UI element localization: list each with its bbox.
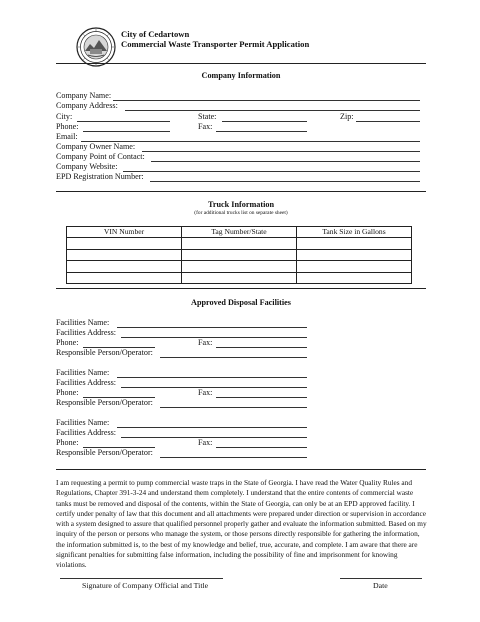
date-label: Date (373, 581, 388, 590)
facility-address-label: Facilities Address: (56, 328, 117, 337)
table-row (67, 238, 412, 249)
company-website-field[interactable] (123, 171, 420, 172)
signature-field[interactable] (60, 578, 223, 579)
city-seal-icon (76, 27, 116, 67)
certification-statement: I am requesting a permit to pump commercial waste traps in the State of Georgia. I have read the Water Quality Rules and Regulations, Chapter 391-3-24 and understand them completely. I understand that the entire contents of commercial waste tanks must be removed and disposal of the contents, within the State of Georgia, can only be at an EPD approved facility. I certify under penalty of law that this document and all attachments were prepared under direction or supervision in accordance with a system designed to assure that qualified personnel properly gather and evaluate the information submitted. Based on my inquiry of the person or persons who manage the system, or those persons directly responsible for gathering the information, the information submitted is, to the best of my knowledge and belief, true, accurate, and complete. I am aware that there are significant penalties for submitting false information, including the possibility of fine and imprisonment for knowing violations. (56, 478, 427, 570)
facility-name-field[interactable] (117, 377, 307, 378)
facility-fax-field[interactable] (216, 447, 307, 448)
facility-name-label: Facilities Name: (56, 318, 110, 327)
responsible-person-field[interactable] (160, 357, 307, 358)
facility-fax-label: Fax: (198, 338, 213, 347)
facility-address-field[interactable] (121, 437, 307, 438)
truck-table (66, 226, 412, 284)
company-website-label: Company Website: (56, 162, 118, 171)
facility-address-label: Facilities Address: (56, 378, 117, 387)
divider (56, 469, 426, 470)
form-title: Commercial Waste Transporter Permit Application (121, 39, 310, 49)
facility-fax-label: Fax: (198, 388, 213, 397)
facility-address-field[interactable] (121, 387, 307, 388)
company-owner-field[interactable] (142, 151, 420, 152)
company-information-heading: Company Information (201, 71, 281, 80)
city-label: City: (56, 112, 73, 121)
city-name: City of Cedartown (121, 29, 190, 39)
phone-label: Phone: (56, 122, 79, 131)
vin-cell[interactable] (67, 249, 182, 260)
facility-address-label: Facilities Address: (56, 428, 117, 437)
point-of-contact-label: Company Point of Contact: (56, 152, 145, 161)
date-field[interactable] (340, 578, 422, 579)
epd-registration-field[interactable] (150, 181, 420, 182)
tank-size-header: Tank Size in Gallons (297, 227, 412, 238)
divider (56, 288, 426, 289)
tag-cell[interactable] (182, 238, 297, 249)
divider (56, 63, 426, 64)
zip-label: Zip: (340, 112, 354, 121)
vin-cell[interactable] (67, 238, 182, 249)
vin-number-header: VIN Number (67, 227, 182, 238)
responsible-person-field[interactable] (160, 457, 307, 458)
responsible-person-label: Responsible Person/Operator: (56, 448, 153, 457)
signature-label: Signature of Company Official and Title (82, 581, 209, 590)
email-label: Email: (56, 132, 78, 141)
table-row (67, 249, 412, 260)
company-address-label: Company Address: (56, 101, 118, 110)
facility-name-field[interactable] (117, 427, 307, 428)
tank-size-cell[interactable] (297, 238, 412, 249)
tank-size-cell[interactable] (297, 261, 412, 272)
facility-phone-label: Phone: (56, 338, 79, 347)
tag-cell[interactable] (182, 261, 297, 272)
company-owner-label: Company Owner Name: (56, 142, 136, 151)
phone-field[interactable] (83, 131, 170, 132)
responsible-person-label: Responsible Person/Operator: (56, 398, 153, 407)
truck-information-heading: Truck Information (207, 200, 275, 209)
divider (56, 191, 426, 192)
table-header-row (67, 227, 412, 238)
zip-field[interactable] (356, 121, 420, 122)
tag-cell[interactable] (182, 249, 297, 260)
point-of-contact-field[interactable] (151, 161, 420, 162)
fax-label: Fax: (198, 122, 213, 131)
tank-size-cell[interactable] (297, 272, 412, 283)
company-name-label: Company Name: (56, 91, 112, 100)
vin-cell[interactable] (67, 261, 182, 272)
city-field[interactable] (77, 121, 170, 122)
state-field[interactable] (222, 121, 307, 122)
epd-registration-label: EPD Registration Number: (56, 172, 144, 181)
facility-name-field[interactable] (117, 327, 307, 328)
responsible-person-label: Responsible Person/Operator: (56, 348, 153, 357)
fax-field[interactable] (216, 131, 307, 132)
facility-fax-field[interactable] (216, 397, 307, 398)
facility-phone-label: Phone: (56, 388, 79, 397)
state-label: State: (198, 112, 217, 121)
table-row (67, 272, 412, 283)
disposal-facilities-heading: Approved Disposal Facilities (191, 298, 291, 307)
tag-cell[interactable] (182, 272, 297, 283)
facility-name-label: Facilities Name: (56, 418, 110, 427)
company-address-field[interactable] (125, 110, 420, 111)
facility-fax-field[interactable] (216, 347, 307, 348)
tank-size-cell[interactable] (297, 249, 412, 260)
facility-phone-label: Phone: (56, 438, 79, 447)
truck-information-note: (for additional trucks list on separate sheet) (194, 210, 288, 216)
facility-name-label: Facilities Name: (56, 368, 110, 377)
tag-number-state-header: Tag Number/State (182, 227, 297, 238)
company-name-field[interactable] (113, 100, 420, 101)
responsible-person-field[interactable] (160, 407, 307, 408)
vin-cell[interactable] (67, 272, 182, 283)
table-row (67, 261, 412, 272)
facility-address-field[interactable] (121, 337, 307, 338)
facility-fax-label: Fax: (198, 438, 213, 447)
